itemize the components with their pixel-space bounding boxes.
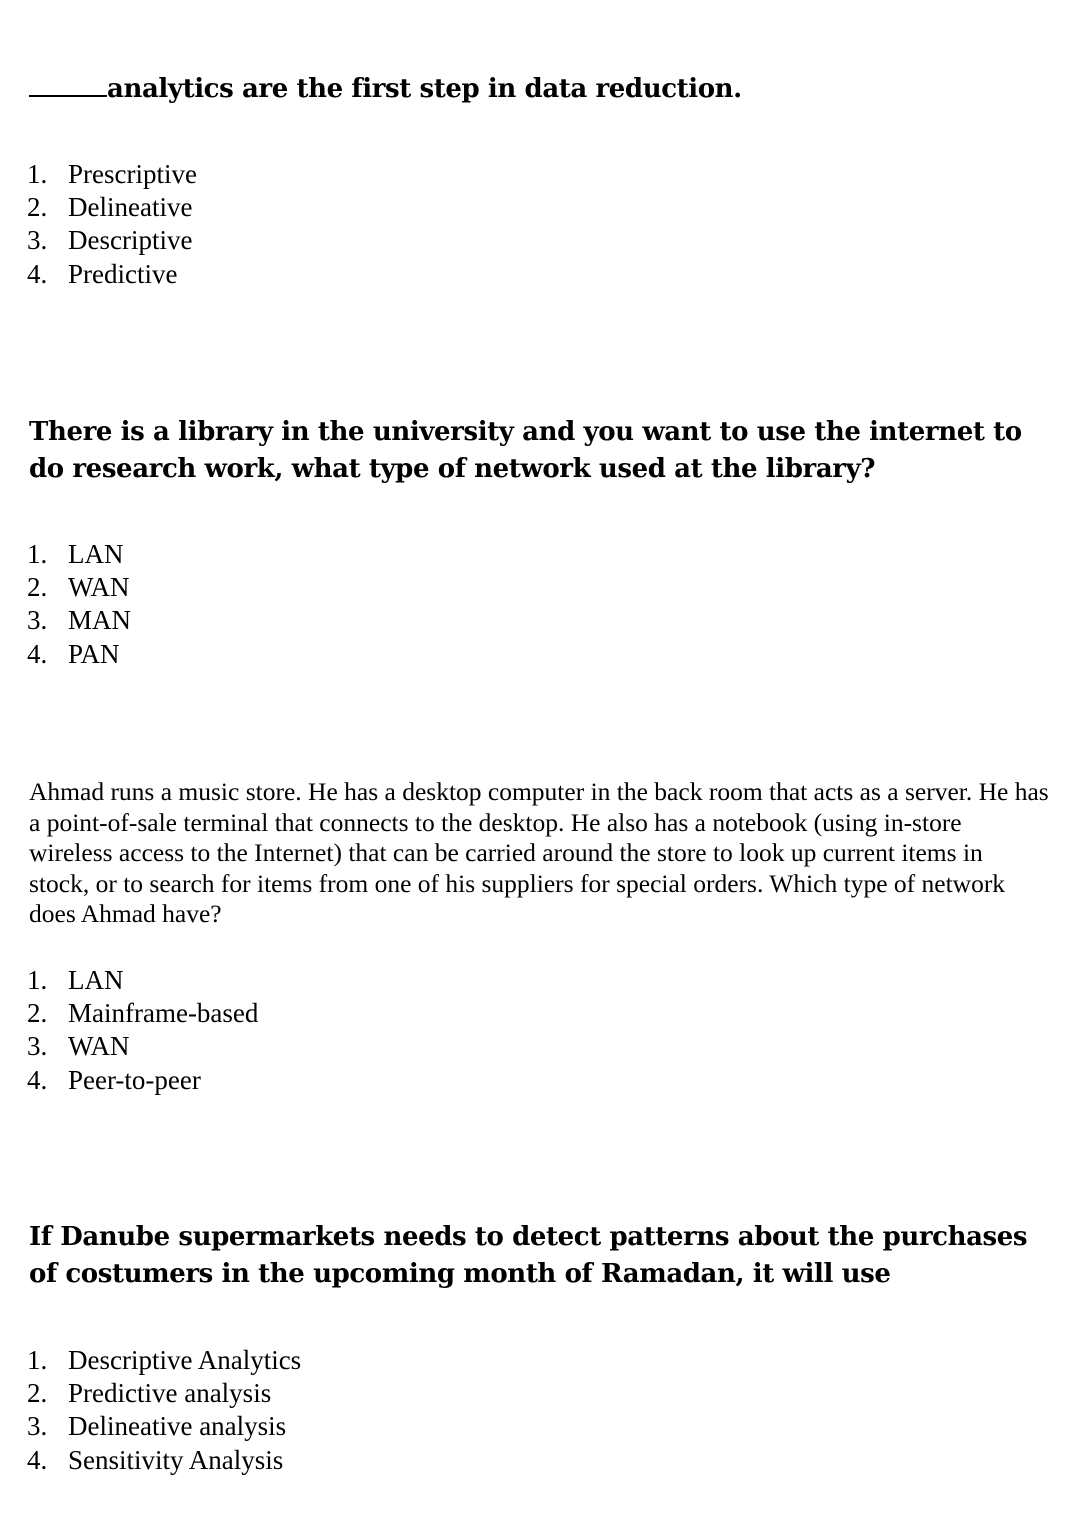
option-label: Delineative analysis bbox=[68, 1411, 287, 1442]
option-label: WAN bbox=[68, 1031, 130, 1062]
answer-options-3 bbox=[27, 964, 258, 1097]
option-label: Sensitivity Analysis bbox=[68, 1444, 284, 1475]
option bbox=[27, 638, 131, 671]
option-label: WAN bbox=[68, 572, 130, 603]
option bbox=[27, 191, 197, 224]
option-label: LAN bbox=[68, 539, 124, 569]
option-label: Delineative bbox=[68, 192, 193, 223]
option-number: 4. bbox=[27, 258, 48, 289]
option-number: 2. bbox=[27, 572, 48, 603]
answer-options-4 bbox=[27, 1344, 301, 1477]
option-number: 2. bbox=[27, 192, 48, 223]
question-text: There is a library in the university and you want to use the internet to do research work, what type of network used at the library? bbox=[29, 417, 1022, 484]
option-label: Mainframe-based bbox=[68, 998, 259, 1029]
question-text: Ahmad runs a music store. He has a desktop computer in the back room that acts as a server. He has a point-of-sale terminal that connects to the desktop. He also has a notebook (using in-store wireless access to the Internet) that can be carried around the store to look up current items in stock, or to search for items from one of his suppliers for special orders. Which type of network does Ahmad have? bbox=[29, 777, 1049, 928]
option bbox=[27, 224, 197, 257]
option bbox=[27, 1444, 301, 1477]
option-number: 1. bbox=[27, 159, 48, 189]
option-number: 3. bbox=[27, 605, 48, 636]
option-number: 1. bbox=[27, 965, 48, 995]
option-label: MAN bbox=[68, 605, 132, 636]
option-label: Peer-to-peer bbox=[68, 1064, 201, 1095]
option bbox=[27, 1064, 258, 1097]
option-number: 4. bbox=[27, 1064, 48, 1095]
option bbox=[27, 571, 131, 604]
option bbox=[27, 1410, 301, 1443]
fill-in-blank bbox=[29, 94, 107, 97]
option bbox=[27, 604, 131, 637]
answer-options-1 bbox=[27, 158, 197, 291]
answer-options-2 bbox=[27, 538, 131, 671]
option-label: Prescriptive bbox=[68, 159, 197, 189]
option bbox=[27, 1344, 301, 1377]
question-3 bbox=[29, 777, 1049, 930]
option-label: LAN bbox=[68, 965, 124, 995]
option bbox=[27, 538, 131, 571]
option-label: Descriptive bbox=[68, 225, 193, 256]
option bbox=[27, 1377, 301, 1410]
option-number: 4. bbox=[27, 638, 48, 669]
option bbox=[27, 258, 197, 291]
option-number: 2. bbox=[27, 998, 48, 1029]
option bbox=[27, 997, 258, 1030]
question-text: analytics are the first step in data reduction. bbox=[107, 74, 742, 104]
option-number: 1. bbox=[27, 539, 48, 569]
option bbox=[27, 158, 197, 191]
question-1 bbox=[29, 71, 1049, 108]
option-number: 3. bbox=[27, 1031, 48, 1062]
option-label: Descriptive Analytics bbox=[68, 1345, 302, 1375]
option-label: PAN bbox=[68, 638, 120, 669]
option bbox=[27, 1030, 258, 1063]
question-text: If Danube supermarkets needs to detect patterns about the purchases of costumers in the upcoming month of Ramadan, it will use bbox=[29, 1222, 1028, 1289]
option bbox=[27, 964, 258, 997]
option-number: 1. bbox=[27, 1345, 48, 1375]
question-2 bbox=[29, 414, 1049, 488]
option-number: 3. bbox=[27, 225, 48, 256]
option-number: 3. bbox=[27, 1411, 48, 1442]
option-number: 2. bbox=[27, 1378, 48, 1409]
option-label: Predictive bbox=[68, 258, 178, 289]
question-4 bbox=[29, 1219, 1049, 1293]
option-label: Predictive analysis bbox=[68, 1378, 272, 1409]
option-number: 4. bbox=[27, 1444, 48, 1475]
